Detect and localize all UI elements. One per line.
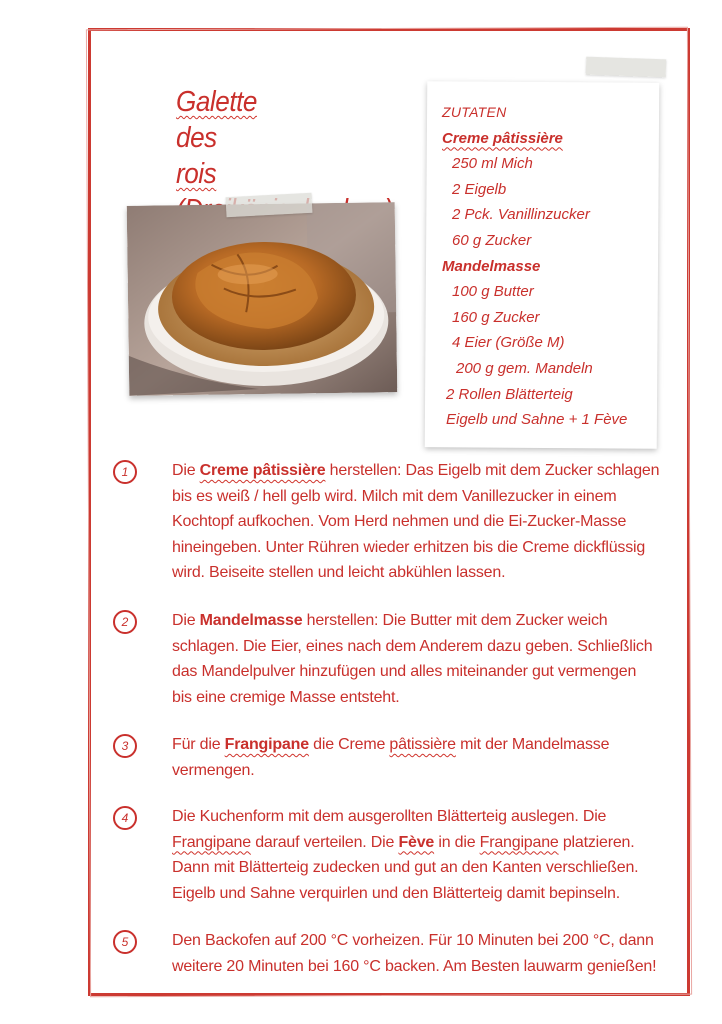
step-text: Die Creme pâtissière herstellen: Das Eigelb mit dem Zucker schlagen bis es weiß / hell gelb wird. Milch mit dem Vanillezucker in einem Kochtopf aufkochen. Vom Herd nehmen und die Ei-Zucker-Masse hineingeben. Unter Rühren wieder erhitzen bis die Creme dickflüssig wird. Beiseite stellen und leicht abkühlen lassen. bbox=[172, 462, 660, 581]
ingredient-item: 2 Pck. Vanillinzucker bbox=[452, 206, 590, 224]
step-text: Die Mandelmasse herstellen: Die Butter mit dem Zucker weich schlagen. Die Eier, eines nach dem Anderem dazu geben. Schließlich das Mandelpulver hinzufügen und alles miteinander gut vermengen bis eine cremige Masse entsteht. bbox=[172, 612, 653, 706]
ingredients-header: ZUTATEN bbox=[442, 104, 507, 120]
step-number-badge: 3 bbox=[113, 734, 137, 758]
tape-strip-card bbox=[586, 57, 667, 78]
step-number-badge: 2 bbox=[113, 610, 137, 634]
ingredient-item: 2 Rollen Blätterteig bbox=[446, 385, 573, 403]
galette-photo bbox=[127, 202, 398, 396]
step-text: Für die Frangipane die Creme pâtissière mit der Mandelmasse vermengen. bbox=[172, 736, 610, 779]
step-number-badge: 5 bbox=[113, 930, 137, 954]
galette-image bbox=[127, 202, 398, 396]
step-text: Die Kuchenform mit dem ausgerollten Blätterteig auslegen. Die Frangipane darauf verteilen. Die Fève in die Frangipane platzieren. Dann mit Blätterteig zudecken und gut an den Kanten verschließen. Eigelb und Sahne verquirlen und den Blätterteig damit bepinseln. bbox=[172, 808, 639, 902]
recipe-title: Galette des rois bbox=[176, 86, 257, 190]
ingredients-section-creme: Creme pâtissière bbox=[442, 129, 563, 147]
ingredient-item: 100 g Butter bbox=[452, 283, 534, 301]
step-text: Den Backofen auf 200 °C vorheizen. Für 10 Minuten bei 200 °C, dann weitere 20 Minuten bei 160 °C backen. Am Besten lauwarm genießen! bbox=[172, 932, 657, 975]
ingredient-item: 160 g Zucker bbox=[452, 308, 540, 326]
ingredient-item: 2 Eigelb bbox=[452, 180, 507, 198]
step-number-badge: 4 bbox=[113, 806, 137, 830]
ingredients-section-mandel: Mandelmasse bbox=[442, 257, 541, 275]
ingredient-item: 250 ml Mich bbox=[452, 155, 533, 173]
ingredient-item: 60 g Zucker bbox=[452, 231, 532, 249]
ingredient-item: 200 g gem. Mandeln bbox=[456, 359, 593, 377]
ingredient-item: 4 Eier (Größe M) bbox=[452, 334, 565, 352]
ingredient-item: Eigelb und Sahne + 1 Fève bbox=[446, 411, 628, 429]
step-number-badge: 1 bbox=[113, 460, 137, 484]
ingredients-list bbox=[442, 100, 657, 433]
